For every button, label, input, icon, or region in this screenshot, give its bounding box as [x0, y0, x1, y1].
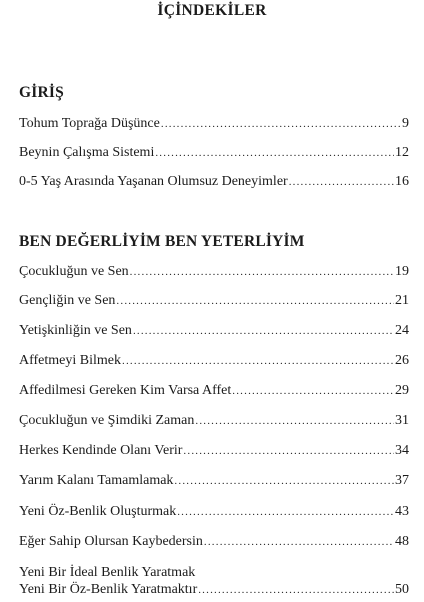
toc-entry-label: Yeni Öz-Benlik Oluşturmak — [19, 504, 177, 519]
toc-entry[interactable] — [19, 264, 409, 284]
toc-entry-label: Çocukluğun ve Şimdiki Zaman — [19, 413, 195, 428]
dot-leader — [122, 355, 394, 367]
toc-entry[interactable] — [19, 116, 409, 136]
toc-entry[interactable] — [19, 323, 409, 343]
toc-entry-page: 24 — [395, 323, 409, 338]
toc-entry-label: Tohum Toprağa Düşünce — [19, 116, 160, 131]
dot-leader — [177, 506, 394, 518]
toc-entry-page: 50 — [395, 582, 409, 597]
toc-entry[interactable] — [19, 413, 409, 433]
toc-entry-label: Eğer Sahip Olursan Kaybedersin — [19, 534, 203, 549]
toc-entry[interactable] — [19, 534, 409, 554]
dot-leader — [161, 118, 401, 130]
toc-entry-page: 31 — [395, 413, 409, 428]
toc-entry[interactable] — [19, 582, 409, 602]
toc-entry-page: 9 — [402, 116, 409, 131]
toc-entry[interactable] — [19, 145, 409, 165]
dot-leader — [116, 295, 394, 307]
toc-entry-label: Affetmeyi Bilmek — [19, 353, 121, 368]
toc-entry-label: 0-5 Yaş Arasında Yaşanan Olumsuz Deneyimler — [19, 174, 288, 189]
toc-entry-label: Affedilmesi Gereken Kim Varsa Affet — [19, 383, 232, 398]
toc-entry[interactable] — [19, 293, 409, 313]
toc-entry-page: 26 — [395, 353, 409, 368]
toc-entry[interactable] — [19, 353, 409, 373]
toc-entry-page: 21 — [395, 293, 409, 308]
toc-entry-page: 43 — [395, 504, 409, 519]
dot-leader — [130, 266, 394, 278]
toc-entry-page: 48 — [395, 534, 409, 549]
toc-entry[interactable] — [19, 383, 409, 403]
toc-entry[interactable] — [19, 443, 409, 463]
toc-entry-page: 37 — [395, 473, 409, 488]
dot-leader — [289, 176, 394, 188]
toc-entry-page: 19 — [395, 264, 409, 279]
toc-entry-label: Herkes Kendinde Olanı Verir — [19, 443, 183, 458]
dot-leader — [133, 325, 394, 337]
toc-entry-label: Yarım Kalanı Tamamlamak — [19, 473, 174, 488]
section-title-ben-degerliyim: BEN DEĞERLİYİM BEN YETERLİYİM — [19, 233, 305, 250]
page-title: İÇİNDEKİLER — [157, 2, 267, 19]
toc-entry-label-line1: Yeni Bir İdeal Benlik Yaratmak — [19, 565, 196, 580]
dot-leader — [198, 584, 394, 596]
dot-leader — [195, 415, 394, 427]
section-title-giris: GİRİŞ — [19, 84, 64, 101]
toc-entry-page: 29 — [395, 383, 409, 398]
toc-entry[interactable] — [19, 174, 409, 194]
dot-leader — [204, 536, 394, 548]
toc-entry-label: Gençliğin ve Sen — [19, 293, 116, 308]
dot-leader — [232, 385, 394, 397]
toc-entry[interactable] — [19, 473, 409, 493]
toc-entry[interactable] — [19, 504, 409, 524]
dot-leader — [174, 475, 394, 487]
toc-entry-label: Çocukluğun ve Sen — [19, 264, 129, 279]
toc-entry-page: 34 — [395, 443, 409, 458]
dot-leader — [155, 147, 394, 159]
toc-entry-label: Yetişkinliğin ve Sen — [19, 323, 132, 338]
toc-entry-label: Yeni Bir Öz-Benlik Yaratmaktır — [19, 582, 198, 597]
toc-entry-page: 12 — [395, 145, 409, 160]
toc-entry-page: 16 — [395, 174, 409, 189]
dot-leader — [183, 445, 394, 457]
toc-entry-label: Beynin Çalışma Sistemi — [19, 145, 155, 160]
